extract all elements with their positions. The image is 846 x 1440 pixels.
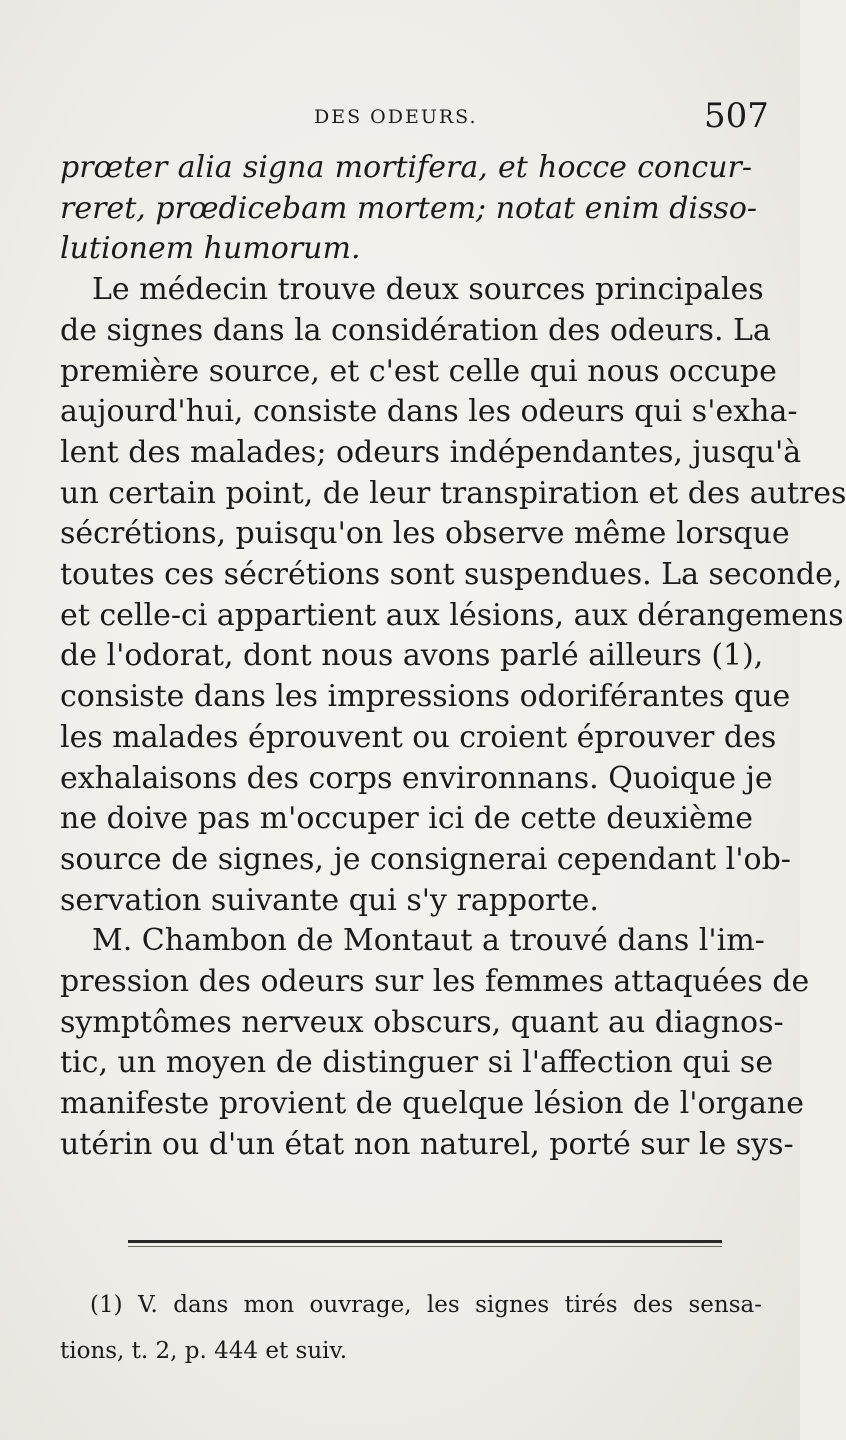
text-line: consiste dans les impressions odoriférantes que [60, 679, 791, 715]
running-head [0, 96, 800, 142]
text-line: sécrétions, puisqu'on les observe même lorsque [60, 516, 790, 552]
text-line: ne doive pas m'occuper ici de cette deuxième [60, 801, 753, 837]
running-head-title: DES ODEURS. [314, 106, 478, 128]
text-line: source de signes, je consignerai cependant l'ob- [60, 841, 791, 877]
text-line: les malades éprouvent ou croient éprouver des [60, 719, 777, 755]
text-line: servation suivante qui s'y rapporte. [60, 882, 599, 918]
text-line: pression des odeurs sur les femmes attaquées de [60, 964, 810, 1000]
footnote [60, 1282, 762, 1374]
text-line: un certain point, de leur transpiration et des autres [60, 475, 846, 511]
text-line: M. Chambon de Montaut a trouvé dans l'im- [92, 923, 765, 959]
footnote-rule [128, 1240, 722, 1243]
text-line: utérin ou d'un état non naturel, porté sur le sys- [60, 1126, 794, 1162]
text-line: manifeste provient de quelque lésion de l'organe [60, 1086, 805, 1122]
footnote-line: (1) V. dans mon ouvrage, les signes tirés des sensa- [90, 1292, 762, 1318]
text-line: lutionem humorum. [60, 231, 361, 267]
text-line: Le médecin trouve deux sources principales [92, 272, 764, 308]
footnote-line: tions, t. 2, p. 444 et suiv. [60, 1338, 348, 1364]
text-line: tic, un moyen de distinguer si l'affection qui se [60, 1045, 774, 1081]
text-line: exhalaisons des corps environnans. Quoique je [60, 760, 773, 796]
text-line: symptômes nerveux obscurs, quant au diagnos- [60, 1004, 784, 1040]
text-line: toutes ces sécrétions sont suspendues. La seconde, [60, 557, 843, 593]
body-text [60, 148, 846, 1166]
text-line: aujourd'hui, consiste dans les odeurs qui s'exha- [60, 394, 798, 430]
page-number: 507 [704, 96, 769, 136]
text-line: lent des malades; odeurs indépendantes, jusqu'à [60, 434, 802, 470]
text-line: première source, et c'est celle qui nous occupe [60, 353, 777, 389]
text-line: reret, prœdicebam mortem; notat enim disso- [60, 190, 758, 226]
text-line: prœter alia signa mortifera, et hocce concur- [60, 150, 752, 185]
footnote-rule-hairline [128, 1246, 722, 1247]
text-line: de l'odorat, dont nous avons parlé ailleurs (1), [60, 638, 764, 674]
text-line: de signes dans la considération des odeurs. La [60, 312, 771, 348]
text-line: et celle-ci appartient aux lésions, aux dérangemens [60, 597, 844, 633]
